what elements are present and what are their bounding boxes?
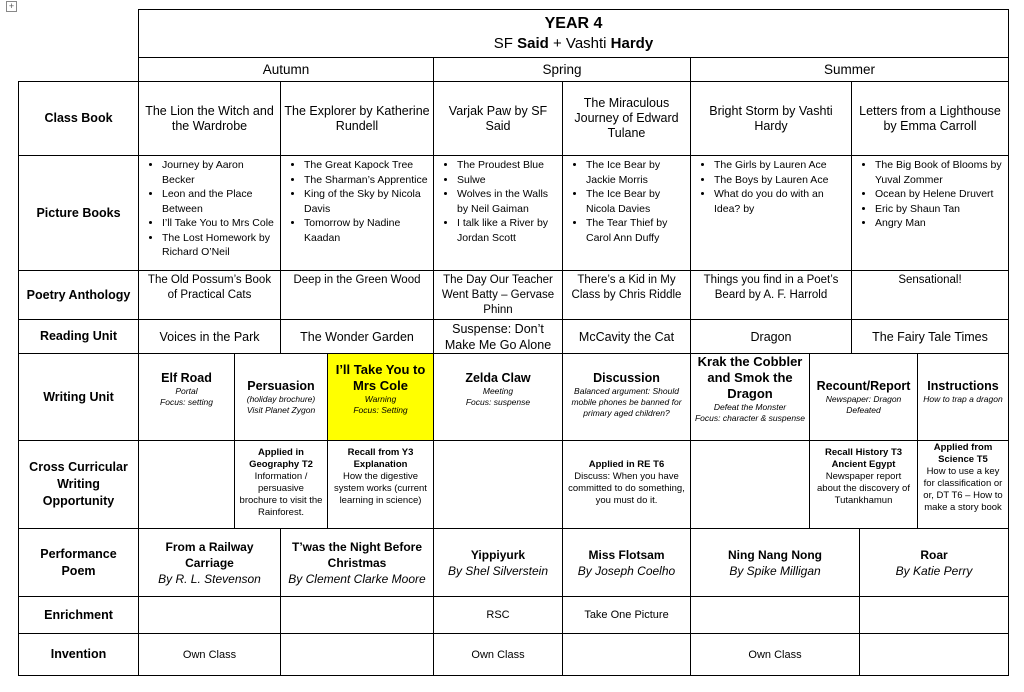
poetry-cell: Deep in the Green Wood [280, 270, 434, 320]
picture-books-list [437, 158, 559, 245]
writing-cell-krak: Krak the Cobbler and Smok the Dragon Defeat the Monster Focus: character & suspense [690, 353, 810, 441]
list-item: • What do you do with an Idea? by [714, 187, 848, 216]
reading-cell: The Wonder Garden [280, 319, 434, 354]
performance-cell [433, 528, 563, 597]
writing-cell-instructions: Instructions How to trap a dragon [917, 353, 1009, 441]
picture-books-list [566, 158, 687, 245]
picture-books-list [142, 158, 277, 260]
list-item: • The Girls by Lauren Ace [714, 158, 848, 173]
poetry-cell: Things you find in a Poet’s Beard by A. F. Harrold [690, 270, 852, 320]
row-header-enrichment: Enrichment [18, 596, 139, 634]
invention-cell [859, 633, 1009, 676]
row-header-class-book: Class Book [18, 81, 139, 156]
cross-cell-re: Applied in RE T6 Discuss: When you have committed to do something, you must do it. [562, 440, 691, 529]
class-book-cell: Varjak Paw by SF Said [433, 81, 563, 156]
list-item: • The Ice Bear by Jackie Morris [586, 158, 687, 187]
picture-books-cell [433, 155, 563, 271]
invention-cell: Own Class [138, 633, 281, 676]
poem-title: From a Railway Carriage [165, 539, 254, 570]
list-item: • The Proudest Blue [457, 158, 559, 173]
row-header-writing-unit: Writing Unit [18, 353, 139, 441]
list-item: • Leon and the Place Between [162, 187, 277, 216]
poem-author: By Spike Milligan [729, 563, 821, 578]
writing-title: I’ll Take You to Mrs Cole [335, 362, 426, 393]
invention-cell: Own Class [433, 633, 563, 676]
invention-cell: Own Class [690, 633, 860, 676]
poem-title: Roar [920, 547, 948, 562]
cross-cell-geography: Applied in Geography T2 Information / persuasive brochure to visit the Rainforest. [234, 440, 328, 529]
reading-cell: Suspense: Don’t Make Me Go Alone [433, 319, 563, 354]
performance-cell [138, 528, 281, 597]
cross-cell-empty [433, 440, 563, 529]
list-item: • Journey by Aaron Becker [162, 158, 277, 187]
table-move-handle-icon[interactable]: + [6, 1, 17, 12]
list-item: • Angry Man [875, 216, 1005, 231]
enrichment-cell: RSC [433, 596, 563, 634]
picture-books-cell [138, 155, 281, 271]
list-item: • The Boys by Lauren Ace [714, 173, 848, 188]
term-summer: Summer [690, 57, 1009, 82]
reading-cell: McCavity the Cat [562, 319, 691, 354]
row-header-picture-books: Picture Books [18, 155, 139, 271]
row-header-poetry-anthology: Poetry Anthology [18, 270, 139, 320]
poem-author: By Clement Clarke Moore [288, 571, 426, 586]
cross-cell-history: Recall History T3 Ancient Egypt Newspaper report about the discovery of Tutankhamun [809, 440, 918, 529]
performance-cell [562, 528, 691, 597]
row-header-reading-unit: Reading Unit [18, 319, 139, 354]
list-item: • The Sharman’s Apprentice [304, 173, 430, 188]
list-item: • The Great Kapock Tree [304, 158, 430, 173]
invention-cell [562, 633, 691, 676]
picture-books-cell [690, 155, 852, 271]
performance-cell [280, 528, 434, 597]
picture-books-cell [851, 155, 1009, 271]
writing-title: Zelda Claw [465, 371, 531, 385]
cross-cell-empty [138, 440, 235, 529]
list-item: • I talk like a River by Jordan Scott [457, 216, 559, 245]
list-item: • I’ll Take You to Mrs Cole [162, 216, 277, 231]
year-header [138, 9, 1009, 58]
picture-books-list [284, 158, 430, 245]
reading-cell: Voices in the Park [138, 319, 281, 354]
writing-title: Instructions [927, 379, 999, 393]
poem-author: By R. L. Stevenson [158, 571, 261, 586]
writing-title: Discussion [593, 371, 660, 385]
reading-cell: Dragon [690, 319, 852, 354]
enrichment-cell [690, 596, 860, 634]
page-title: YEAR 4 [544, 14, 603, 32]
row-header-cross-curricular: Cross Curricular Writing Opportunity [18, 440, 139, 529]
picture-books-list [855, 158, 1005, 231]
list-item: • Tomorrow by Nadine Kaadan [304, 216, 430, 245]
cross-cell-recall-y3: Recall from Y3 Explanation How the digestive system works (current learning in science) [327, 440, 434, 529]
invention-cell [280, 633, 434, 676]
class-book-cell: The Explorer by Katherine Rundell [280, 81, 434, 156]
writing-title: Persuasion [247, 379, 315, 393]
writing-title: Recount/Report [816, 379, 911, 393]
list-item: • The Lost Homework by Richard O’Neil [162, 231, 277, 260]
list-item: • Wolves in the Walls by Neil Gaiman [457, 187, 559, 216]
picture-books-cell [562, 155, 691, 271]
poem-author: By Katie Perry [895, 563, 973, 578]
cross-cell-science: Applied from Science T5 How to use a key for classification or or, DT T6 – How to make a story book [917, 440, 1009, 529]
list-item: • The Tear Thief by Carol Ann Duffy [586, 216, 687, 245]
picture-books-cell [280, 155, 434, 271]
writing-cell-discussion: Discussion Balanced argument: Should mobile phones be banned for primary aged children? [562, 353, 691, 441]
poetry-cell: Sensational! [851, 270, 1009, 320]
writing-title: Elf Road [161, 371, 212, 385]
performance-cell [690, 528, 860, 597]
enrichment-cell: Take One Picture [562, 596, 691, 634]
class-book-cell: The Lion the Witch and the Wardrobe [138, 81, 281, 156]
list-item: • The Big Book of Blooms by Yuval Zommer [875, 158, 1005, 187]
list-item: • The Ice Bear by Nicola Davies [586, 187, 687, 216]
poem-title: Yippiyurk [470, 547, 526, 562]
class-book-cell: Letters from a Lighthouse by Emma Carroll [851, 81, 1009, 156]
list-item: • King of the Sky by Nicola Davis [304, 187, 430, 216]
writing-cell-recount: Recount/Report Newspaper: Dragon Defeated [809, 353, 918, 441]
performance-cell [859, 528, 1009, 597]
writing-cell-persuasion: Persuasion (holiday brochure) Visit Planet Zygon [234, 353, 328, 441]
poem-title: Ning Nang Nong [728, 547, 822, 562]
row-header-invention: Invention [18, 633, 139, 676]
writing-cell-mrs-cole-highlighted: I’ll Take You to Mrs Cole Warning Focus: Setting [327, 353, 434, 441]
list-item: • Ocean by Helene Druvert [875, 187, 1005, 202]
list-item: • Eric by Shaun Tan [875, 202, 1005, 217]
poetry-cell: The Old Possum’s Book of Practical Cats [138, 270, 281, 320]
writing-title: Krak the Cobbler and Smok the Dragon [697, 354, 803, 401]
class-book-cell: The Miraculous Journey of Edward Tulane [562, 81, 691, 156]
poem-title: Miss Flotsam [588, 547, 665, 562]
cross-cell-empty [690, 440, 810, 529]
poem-author: By Shel Silverstein [447, 563, 549, 578]
poetry-cell: There’s a Kid in My Class by Chris Riddle [562, 270, 691, 320]
enrichment-cell [859, 596, 1009, 634]
list-item: • Sulwe [457, 173, 559, 188]
enrichment-cell [138, 596, 281, 634]
picture-books-list [694, 158, 848, 216]
poetry-cell: The Day Our Teacher Went Batty – Gervase Phinn [433, 270, 563, 320]
writing-cell-elf-road: Elf Road Portal Focus: setting [138, 353, 235, 441]
poem-title: T’was the Night Before Christmas [291, 539, 422, 570]
writing-cell-zelda-claw: Zelda Claw Meeting Focus: suspense [433, 353, 563, 441]
page-subtitle: SF Said + Vashti Hardy [493, 34, 654, 52]
poem-author: By Joseph Coelho [577, 563, 676, 578]
row-header-performance-poem: Performance Poem [18, 528, 139, 597]
enrichment-cell [280, 596, 434, 634]
term-autumn: Autumn [138, 57, 434, 82]
class-book-cell: Bright Storm by Vashti Hardy [690, 81, 852, 156]
term-spring: Spring [433, 57, 691, 82]
reading-cell: The Fairy Tale Times [851, 319, 1009, 354]
